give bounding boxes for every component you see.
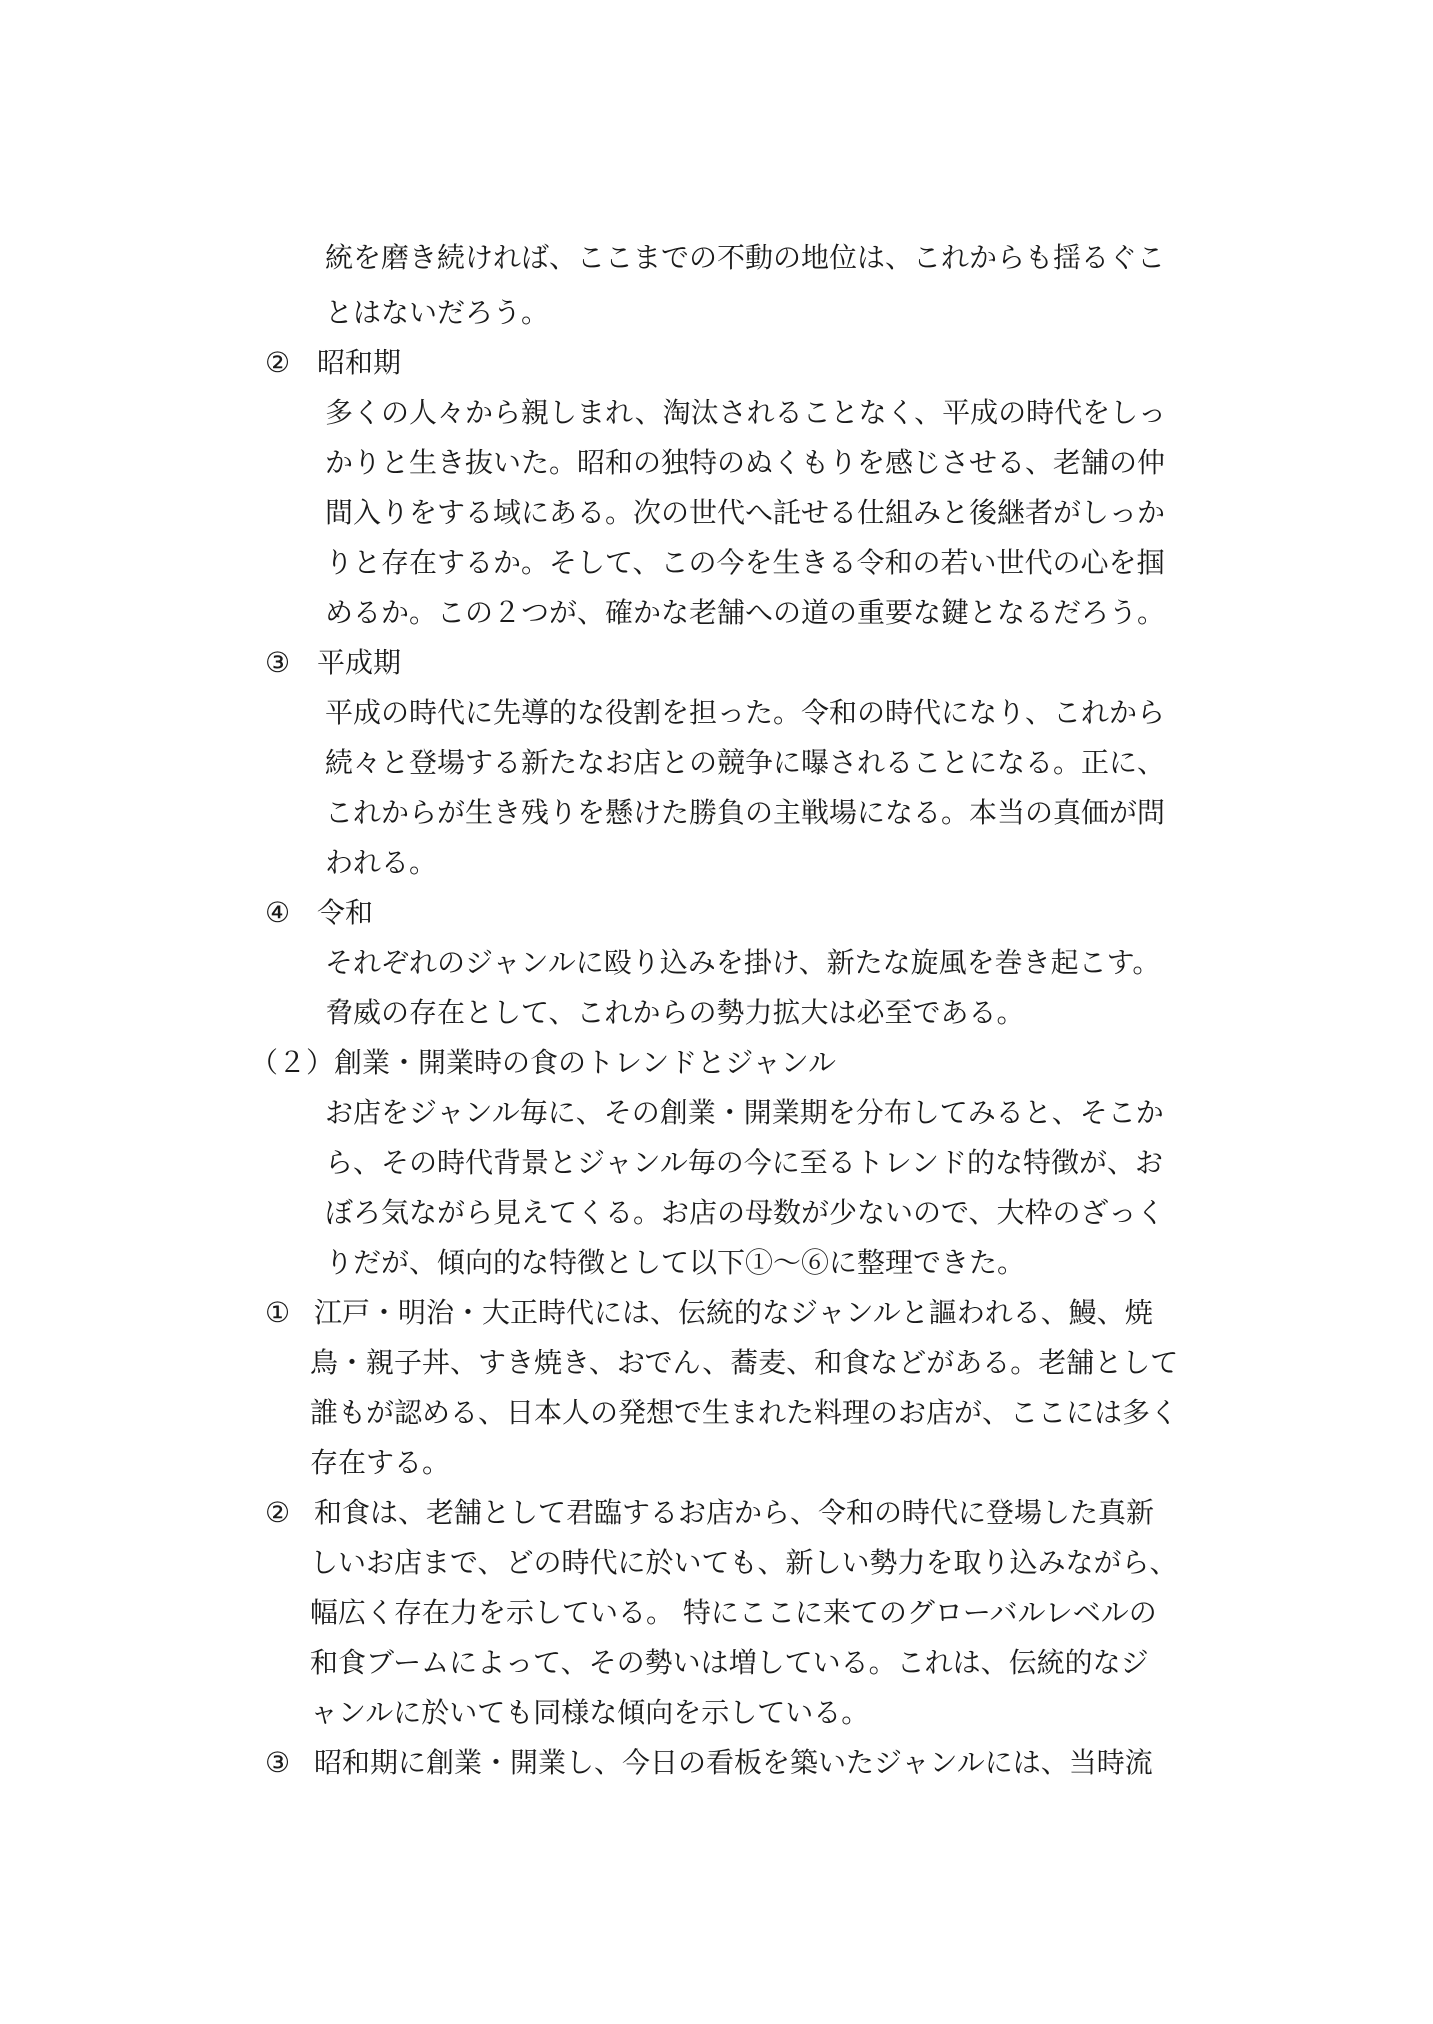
paragraph-line: めるか。この２つが、確かな老舗への道の重要な鍵となるだろう。 bbox=[325, 596, 1166, 629]
list-marker: ① bbox=[265, 1296, 291, 1329]
paragraph-line: われる。 bbox=[325, 846, 438, 879]
list-marker: ③ bbox=[265, 1746, 291, 1779]
list-item-line: 存在する。 bbox=[310, 1446, 451, 1479]
paragraph-line: ぼろ気ながら見えてくる。お店の母数が少ないので、大枠のざっく bbox=[325, 1196, 1165, 1229]
section-heading: （２）創業・開業時の食のトレンドとジャンル bbox=[250, 1046, 837, 1079]
paragraph-line: ら、その時代背景とジャンル毎の今に至るトレンド的な特徴が、お bbox=[325, 1146, 1164, 1179]
paragraph-line: 続々と登場する新たなお店との競争に曝されることになる。正に、 bbox=[325, 746, 1166, 779]
list-marker: ③ bbox=[265, 646, 291, 679]
paragraph-line: それぞれのジャンルに殴り込みを掛け、新たな旋風を巻き起こす。 bbox=[325, 946, 1161, 979]
list-marker: ② bbox=[265, 346, 291, 379]
intro-line: 統を磨き続ければ、ここまでの不動の地位は、これからも揺るぐこ bbox=[325, 241, 1166, 274]
list-marker: ② bbox=[265, 1496, 291, 1529]
list-item-line: 誰もが認める、日本人の発想で生まれた料理のお店が、ここには多く bbox=[310, 1396, 1179, 1429]
paragraph-line: 間入りをする域にある。次の世代へ託せる仕組みと後継者がしっか bbox=[325, 496, 1166, 529]
list-item-line: 江戸・明治・大正時代には、伝統的なジャンルと謳われる、鰻、焼 bbox=[314, 1296, 1153, 1329]
list-item-line: 幅広く存在力を示している。 特にここに来てのグローバルレベルの bbox=[310, 1596, 1157, 1629]
paragraph-line: 脅威の存在として、これからの勢力拡大は必至である。 bbox=[325, 996, 1025, 1029]
paragraph-line: これからが生き残りを懸けた勝負の主戦場になる。本当の真価が問 bbox=[325, 796, 1166, 829]
period-heading: 平成期 bbox=[317, 646, 402, 679]
paragraph-line: 平成の時代に先導的な役割を担った。令和の時代になり、これから bbox=[325, 696, 1166, 729]
list-item-line: しいお店まで、どの時代に於いても、新しい勢力を取り込みながら、 bbox=[310, 1546, 1178, 1579]
paragraph-line: かりと生き抜いた。昭和の独特のぬくもりを感じさせる、老舗の仲 bbox=[325, 446, 1166, 479]
paragraph-line: りだが、傾向的な特徴として以下①～⑥に整理できた。 bbox=[325, 1246, 1026, 1279]
paragraph-line: 多くの人々から親しまれ、淘汰されることなく、平成の時代をしっ bbox=[325, 396, 1167, 429]
list-item-line: 鳥・親子丼、すき焼き、おでん、蕎麦、和食などがある。老舗として bbox=[310, 1346, 1179, 1379]
list-marker: ④ bbox=[265, 896, 291, 929]
paragraph-line: りと存在するか。そして、この今を生きる令和の若い世代の心を掴 bbox=[325, 546, 1165, 579]
period-heading: 昭和期 bbox=[317, 346, 402, 379]
period-heading: 令和 bbox=[317, 896, 374, 929]
intro-line: とはないだろう。 bbox=[325, 296, 550, 329]
list-item-line: 和食は、老舗として君臨するお店から、令和の時代に登場した真新 bbox=[314, 1496, 1155, 1529]
list-item-line: ャンルに於いても同様な傾向を示している。 bbox=[310, 1696, 870, 1729]
list-item-line: 昭和期に創業・開業し、今日の看板を築いたジャンルには、当時流 bbox=[314, 1746, 1153, 1779]
list-item-line: 和食ブームによって、その勢いは増している。これは、伝統的なジ bbox=[310, 1646, 1149, 1679]
paragraph-line: お店をジャンル毎に、その創業・開業期を分布してみると、そこか bbox=[325, 1096, 1164, 1129]
